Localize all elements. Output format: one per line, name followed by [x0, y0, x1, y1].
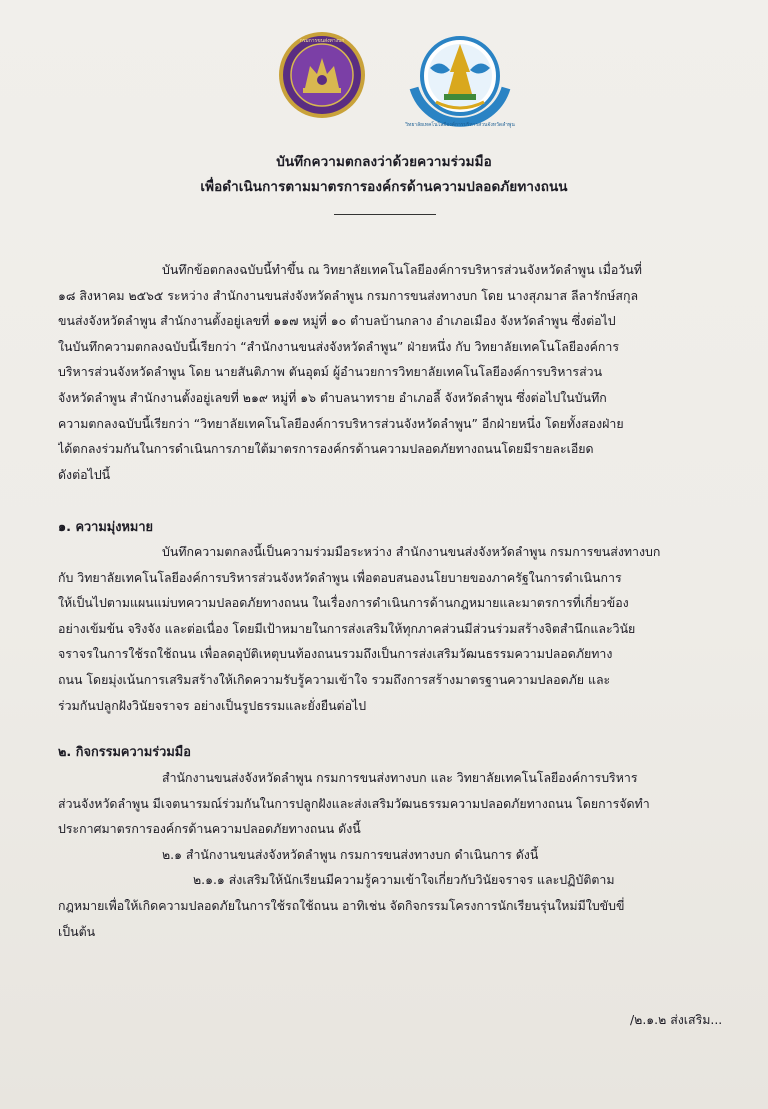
intro-line: จังหวัดลำพูน สำนักงานตั้งอยู่เลขที่ ๒๑๙ หมู่ที่ ๑๖ ตำบลนาทราย อำเภอลี้ จังหวัดลำพูน ซึ่งต่อไปในบันทึก: [58, 389, 607, 405]
continuation-marker: /๒.๑.๒ ส่งเสริม...: [630, 1012, 723, 1027]
document-title-line2: เพื่อดำเนินการตามมาตรการองค์กรด้านความปลอดภัยทางถนน: [200, 179, 568, 195]
section1-paragraph: [58, 539, 718, 718]
seal-lettering: กรมการขนส่งทางบก: [299, 38, 345, 44]
subsection-2-1: ๒.๑ สำนักงานขนส่งจังหวัดลำพูน กรมการขนส่งทางบก ดำเนินการ ดังนี้: [162, 846, 539, 862]
title-divider: [334, 214, 436, 215]
intro-paragraph: [58, 257, 718, 487]
document-title-line1: บันทึกความตกลงว่าด้วยความร่วมมือ: [276, 154, 492, 170]
section1-line: จราจรในการใช้รถใช้ถนน เพื่อลดอุบัติเหตุบนท้องถนนรวมถึงเป็นการส่งเสริมวัฒนธรรมความปลอดภัยทาง: [58, 646, 613, 662]
section2-line: กฎหมายเพื่อให้เกิดความปลอดภัยในการใช้รถใช้ถนน อาทิเช่น จัดกิจกรรมโครงการนักเรียนรุ่นใหม่มีใบขับขี่: [58, 897, 625, 913]
section1-line: ให้เป็นไปตามแผนแม่บทความปลอดภัยทางถนน ในเรื่องการดำเนินการด้านกฎหมายและมาตรการที่เกี่ยวข้อง: [58, 595, 629, 611]
section2-line: เป็นต้น: [58, 923, 96, 939]
intro-line: ดังต่อไปนี้: [58, 466, 111, 482]
section2-line: ประกาศมาตรการองค์กรด้านความปลอดภัยทางถนน ดังนี้: [58, 821, 361, 837]
section1-heading: ๑. ความมุ่งหมาย: [58, 520, 154, 535]
section1-line: บันทึกความตกลงนี้เป็นความร่วมมือระหว่าง สำนักงานขนส่งจังหวัดลำพูน กรมการขนส่งทางบก: [162, 544, 661, 559]
section2-line: ส่วนจังหวัดลำพูน มีเจตนารมณ์ร่วมกันในการปลูกฝังและส่งเสริมวัฒนธรรมความปลอดภัยทางถนน โดยการจัดทำ: [58, 795, 650, 811]
intro-line: ความตกลงฉบับนี้เรียกว่า “วิทยาลัยเทคโนโลยีองค์การบริหารส่วนจังหวัดลำพูน” อีกฝ่ายหนึ่ง โดยทั้งสองฝ่าย: [58, 415, 624, 431]
intro-line: ๑๘ สิงหาคม ๒๕๖๕ ระหว่าง สำนักงานขนส่งจังหวัดลำพูน กรมการขนส่งทางบก โดย นางสุภมาส ลีลารักษ์สกุล: [58, 287, 639, 303]
section1-line: อย่างเข้มข้น จริงจัง และต่อเนื่อง โดยมีเป้าหมายในการส่งเสริมให้ทุกภาคส่วนมีส่วนร่วมสร้างจิตสำนึกและวินัย: [58, 620, 636, 636]
section2-line: สำนักงานขนส่งจังหวัดลำพูน กรมการขนส่งทางบก และ วิทยาลัยเทคโนโลยีองค์การบริหาร: [162, 770, 638, 785]
intro-line: บันทึกข้อตกลงฉบับนี้ทำขึ้น ณ วิทยาลัยเทคโนโลยีองค์การบริหารส่วนจังหวัดลำพูน เมื่อวันที่: [162, 262, 642, 277]
dlt-seal-logo: [277, 28, 367, 123]
logo-bar: [0, 28, 768, 134]
intro-line: ในบันทึกความตกลงฉบับนี้เรียกว่า “สำนักงานขนส่งจังหวัดลำพูน” ฝ่ายหนึ่ง กับ วิทยาลัยเทคโนโลยีองค์การ: [58, 338, 620, 354]
section1-line: กับ วิทยาลัยเทคโนโลยีองค์การบริหารส่วนจังหวัดลำพูน เพื่อตอบสนองนโยบายของภาครัฐในการดำเนินการ: [58, 569, 622, 585]
subsection-2-1-1: ๒.๑.๑ ส่งเสริมให้นักเรียนมีความรู้ความเข้าใจเกี่ยวกับวินัยจราจร และปฏิบัติตาม: [193, 872, 615, 888]
intro-line: บริหารส่วนจังหวัดลำพูน โดย นายสันติภาพ ตันอุตม์ ผู้อำนวยการวิทยาลัยเทคโนโลยีองค์การบริหารส่วน: [58, 364, 603, 380]
emblem-lettering: วิทยาลัยเทคโนโลยีองค์การบริหารส่วนจังหวัดลำพูน: [405, 122, 515, 128]
section2-heading: ๒. กิจกรรมความร่วมมือ: [58, 745, 191, 760]
intro-line: ขนส่งจังหวัดลำพูน สำนักงานตั้งอยู่เลขที่ ๑๑๗ หมู่ที่ ๑๐ ตำบลบ้านกลาง อำเภอเมือง จังหวัดลำพูน ซึ่งต่อไป: [58, 313, 616, 329]
college-emblem-logo: [400, 28, 520, 134]
section1-line: ถนน โดยมุ่งเน้นการเสริมสร้างให้เกิดความรับรู้ความเข้าใจ รวมถึงการสร้างมาตรฐานความปลอดภัย และ: [58, 671, 611, 687]
intro-line: ได้ตกลงร่วมกันในการดำเนินการภายใต้มาตรการองค์กรด้านความปลอดภัยทางถนนโดยมีรายละเอียด: [58, 441, 594, 457]
section2-paragraph: [58, 765, 718, 944]
section1-line: ร่วมกันปลูกฝังวินัยจราจร อย่างเป็นรูปธรรมและยั่งยืนต่อไป: [58, 697, 367, 713]
